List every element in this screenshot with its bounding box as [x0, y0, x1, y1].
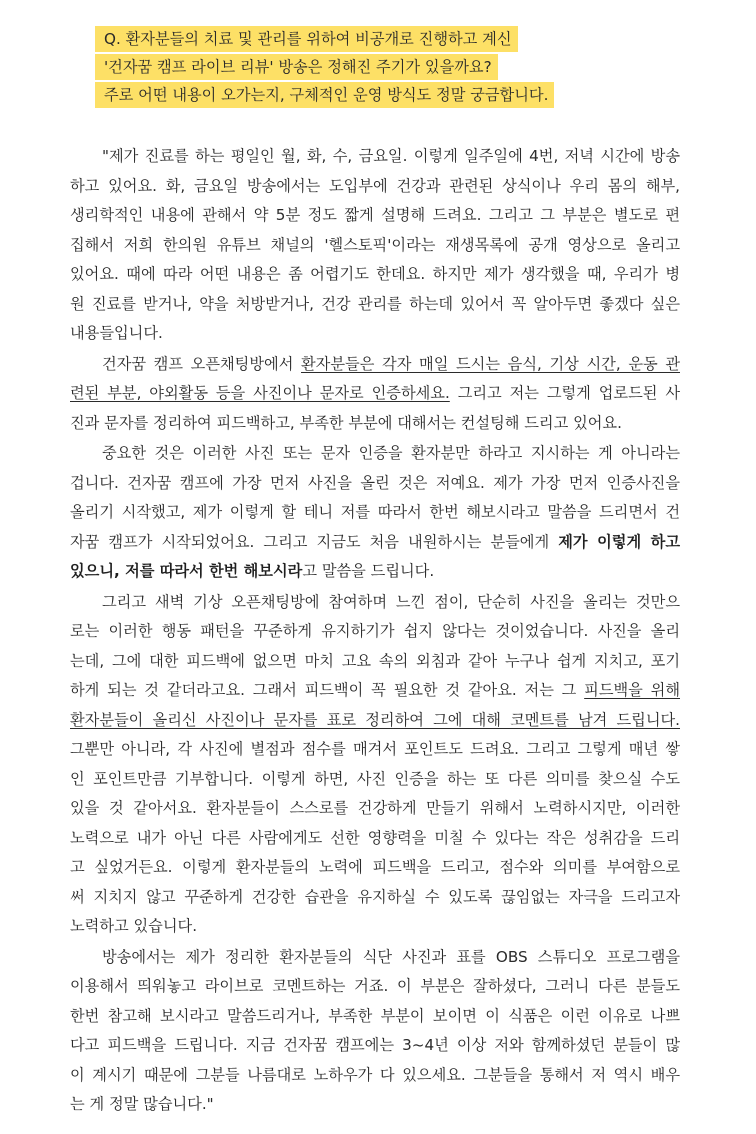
answer-paragraph-5 — [70, 943, 680, 1120]
text-line: 생리학적인 내용에 관해서 약 5분 정도 짧게 설명해 드려요. 그리고 그 부분은 별도로 편 — [70, 206, 680, 224]
underlined-text: 환자분들이 올리신 사진이나 문자를 표로 정리하여 그에 대해 코멘트를 남겨 드립니다. — [70, 710, 680, 729]
answer-paragraph-3 — [70, 439, 680, 587]
text-line: 노력하고 있습니다. — [70, 917, 198, 935]
text-line: 로는 이러한 행동 패턴을 꾸준하게 유지하기가 쉽지 않다는 것이었습니다. 사진을 올리 — [70, 622, 680, 640]
text-line: "제가 진료를 하는 평일인 월, 화, 수, 금요일. 이렇게 일주일에 4번, 저녁 시간에 방송 — [102, 147, 680, 165]
question-box — [95, 26, 615, 110]
text-line: 이용해서 띄워놓고 라이브로 코멘트하는 거죠. 이 부분은 잘하셨다, 그러니 다른 분들도 — [70, 977, 680, 995]
text-line: 이 계시기 때문에 그분들 나름대로 노하우가 다 있으세요. 그분들을 통해서 저 역시 배우 — [70, 1065, 680, 1084]
text-line: 올리기 시작했고, 제가 이렇게 할 테니 저를 따라서 한번 해보시라고 말씀을 드리면서 건 — [70, 503, 680, 521]
text-line: 있으니, 저를 따라서 한번 해보시라고 말씀을 드립니다. — [70, 562, 435, 580]
text-line: 하게 되는 것 같더라고요. 그래서 피드백이 꼭 필요한 것 같아요. 저는 그 피드백을 위해 — [70, 681, 680, 699]
text-line: 있을 것 같아서요. 환자분들이 스스로를 건강하게 만들기 위해서 노력하시지만, 이러한 — [70, 799, 680, 817]
text-line: 한번 참고해 보시라고 말씀드리거나, 부족한 부분이 보이면 이 식품은 이런 이유로 나쁘 — [70, 1006, 680, 1025]
text-line: 는 게 정말 많습니다." — [70, 1095, 214, 1113]
bold-text: 있으니, 저를 따라서 한번 해보시라 — [70, 562, 303, 580]
underlined-text: 피드백을 위해 — [584, 681, 680, 699]
text-line: 하고 있어요. 화, 금요일 방송에서는 도입부에 건강과 관련된 상식이나 우리 몸의 해부, — [70, 176, 680, 195]
text-line: 다고 피드백을 드립니다. 지금 건자꿈 캠프에는 3~4년 이상 저와 함께하셨던 분들이 많 — [70, 1036, 680, 1054]
text-line: 노력으로 내가 아닌 다른 사람에게도 선한 영향력을 미칠 수 있다는 작은 성취감을 드리 — [70, 828, 680, 847]
text-line: 있어요. 때에 따라 어떤 내용은 좀 어렵기도 한데요. 하지만 제가 생각했을 때, 우리가 병 — [70, 265, 680, 283]
text-line: 고 싶었거든요. 이렇게 환자분들의 노력에 피드백을 드리고, 점수와 의미를 부여함으로 — [70, 858, 681, 876]
answer-paragraph-1 — [70, 142, 680, 349]
text-line: 인 포인트만큼 기부합니다. 이렇게 하면, 사진 인증을 하는 또 다른 의미를 찾으실 수도 — [70, 769, 680, 788]
question-line: 주로 어떤 내용이 오가는지, 구체적인 운영 방식도 정말 궁금합니다. — [95, 82, 615, 108]
text-line: 원 진료를 받거나, 약을 처방받거나, 건강 관리를 하는데 있어서 꼭 알아두면 좋겠다 싶은 — [70, 294, 680, 313]
text-line: 겁니다. 건자꿈 캠프에 가장 먼저 사진을 올린 것은 저예요. 제가 가장 먼저 인증사진을 — [70, 473, 680, 492]
text-line: 련된 부분, 야외활동 등을 사진이나 문자로 인증하세요. 그리고 저는 그렇게 업로드된 사 — [70, 384, 680, 402]
text-line: 진과 문자를 정리하여 피드백하고, 부족한 부분에 대해서는 컨설팅해 드리고 있어요. — [70, 413, 622, 432]
answer-paragraph-2 — [70, 350, 680, 439]
question-line: Q. 환자분들의 치료 및 관리를 위하여 비공개로 진행하고 계신 — [95, 26, 615, 52]
answer-paragraph-4 — [70, 588, 680, 942]
text-line: 건자꿈 캠프 오픈채팅방에서 환자분들은 각자 매일 드시는 음식, 기상 시간, 운동 관 — [102, 354, 680, 373]
text-line: 내용들입니다. — [70, 324, 163, 342]
question-line: '건자꿈 캠프 라이브 리뷰' 방송은 정해진 주기가 있을까요? — [95, 54, 615, 80]
text-line: 써 지치지 않고 꾸준하게 건강한 습관을 유지하실 수 있도록 끊임없는 자극을 드리고자 — [70, 887, 681, 906]
underlined-text: 련된 부분, 야외활동 등을 사진이나 문자로 인증하세요. — [70, 384, 450, 402]
bold-text: 제가 이렇게 하고 — [558, 532, 680, 551]
underlined-text: 환자분들은 각자 매일 드시는 음식, 기상 시간, 운동 관 — [301, 354, 680, 373]
text-line — [70, 706, 680, 736]
text-line: 그리고 새벽 기상 오픈채팅방에 참여하며 느낀 점이, 단순히 사진을 올리는 것만으 — [102, 592, 680, 611]
text-line: 중요한 것은 이러한 사진 또는 문자 인증을 환자분만 하라고 지시하는 게 아니라는 — [102, 444, 680, 462]
text-line: 집해서 저희 한의원 유튜브 채널의 '헬스토픽'이라는 재생목록에 공개 영상으로 올리고 — [70, 235, 680, 254]
answer-article — [70, 142, 680, 1121]
text-line: 그뿐만 아니라, 각 사진에 별점과 점수를 매겨서 포인트도 드려요. 그리고 그렇게 매년 쌓 — [70, 740, 680, 758]
text-line: 자꿈 캠프가 시작되었어요. 그리고 지금도 처음 내원하시는 분들에게 제가 이렇게 하고 — [70, 532, 680, 551]
text-line: 는데, 그에 대한 피드백에 없으면 마치 고요 속의 외침과 같아 누구나 쉽게 지치고, 포기 — [70, 651, 680, 670]
text-line: 방송에서는 제가 정리한 환자분들의 식단 사진과 표를 OBS 스튜디오 프로그램을 — [102, 947, 680, 966]
